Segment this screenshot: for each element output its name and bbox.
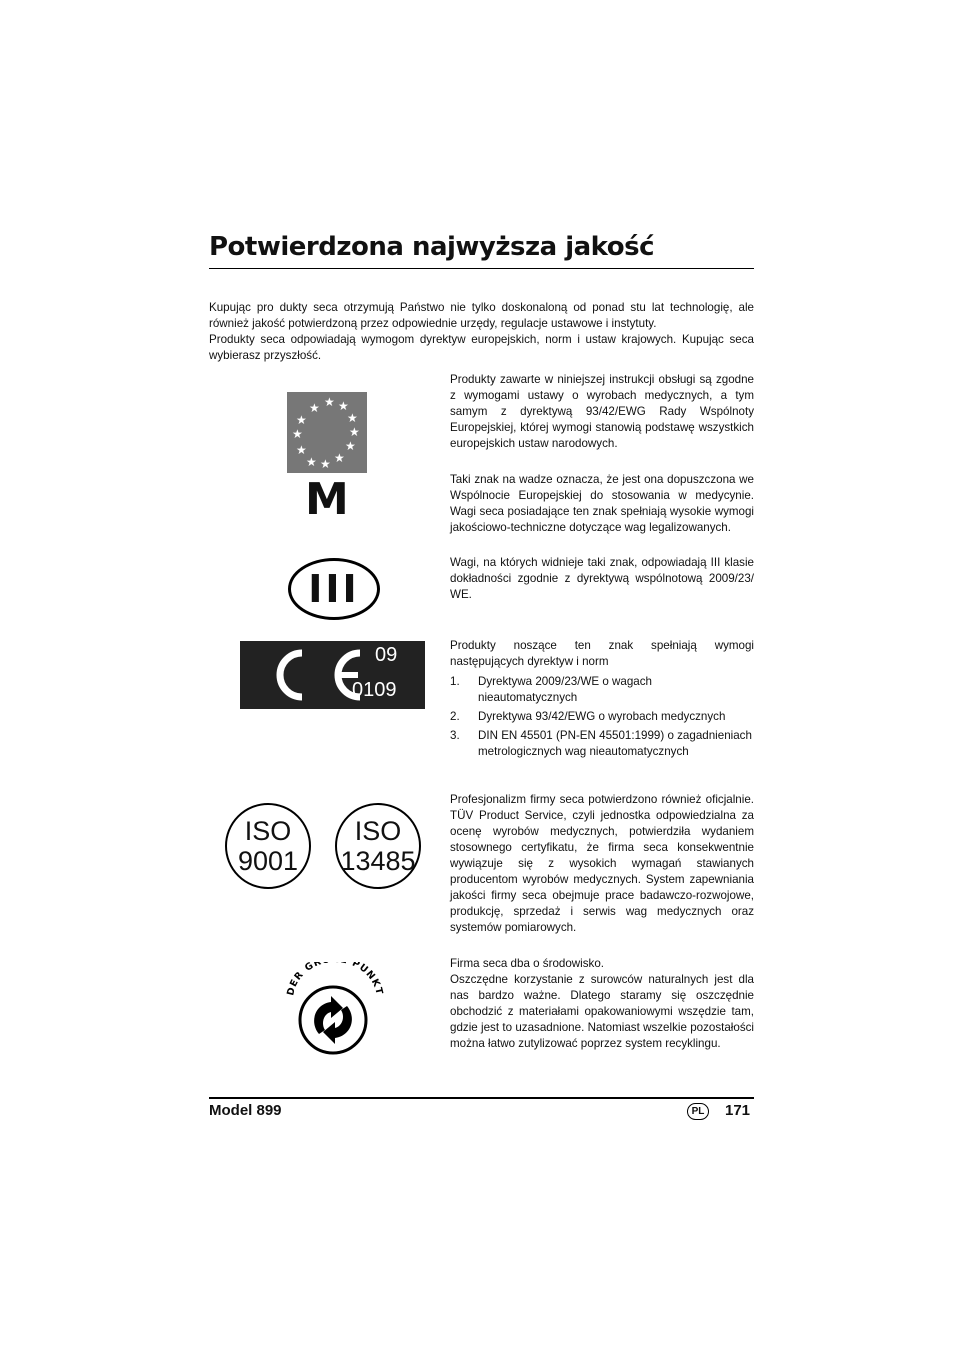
ce-number-bottom: 0109 xyxy=(352,679,397,701)
svg-text:★: ★ xyxy=(338,399,349,413)
svg-text:DER GRÜNE PUNKT: DER GR PUNKT xyxy=(285,962,385,997)
ce-intro-text: Produkty noszące ten znak spełniają wymogi następujących dyrektyw i norm xyxy=(450,639,754,668)
footer-model: Model 899 xyxy=(209,1102,282,1119)
list-item: 2. Dyrektywa 93/42/EWG o wyrobach medycznych xyxy=(450,710,726,723)
svg-text:★: ★ xyxy=(309,401,320,415)
footer-divider xyxy=(209,1097,754,1099)
ce-directive-list xyxy=(450,674,754,763)
language-badge: PL xyxy=(687,1103,709,1120)
accuracy-class-mark: III xyxy=(288,558,380,620)
class-mark-text: Wagi, na których widnieje taki znak, odpowiadają III klasie dokładności zgodnie z dyrektywą wspólnotową 2009/23/ WE. xyxy=(450,556,754,601)
metrology-m-mark: M xyxy=(305,474,348,525)
svg-text:★: ★ xyxy=(347,411,358,425)
m-mark-text: Taki znak na wadze oznacza, że jest ona dopuszczona we Wspólnocie Europejskiej do stosowania w medycynie. Wagi seca posiadające ten znak spełniają wysokie wymogi jakościowo-techniczne dotyczące wag legalizowanych. xyxy=(450,473,754,534)
svg-text:★: ★ xyxy=(349,425,360,439)
iso-9001-mark: ISO 9001 xyxy=(225,803,311,889)
intro-paragraph-1: Kupując pro dukty seca otrzymują Państwo nie tylko doskonaloną od ponad stu lat technologię, ale również jakość potwierdzoną przez odpowiednie urzędy, regulacje ustawowe i instytuty. xyxy=(209,301,754,330)
ce-number-top: 09 xyxy=(375,644,398,666)
green-dot-line-2: Oszczędne korzystanie z surowców naturalnych jest dla nas bardzo ważne. Dlatego staramy się oszczędnie obchodzić z materiałami opakowaniowymi wszędzie tam, gdzie jest to uzasadnione. Natomiast wszelkie pozostałości można łatwo zutylizować poprzez system recyklingu. xyxy=(450,973,754,1050)
green-dot-text xyxy=(450,956,754,1052)
page-title: Potwierdzona najwyższa jakość xyxy=(209,232,754,269)
svg-text:★: ★ xyxy=(345,439,356,453)
iso-text: Profesjonalizm firmy seca potwierdzono również oficjalnie. TÜV Product Service, czyli jednostka odpowiedzialna za ocenę wyrobów medycznych, potwierdziła wydaniem stosownego certyfikatu, że firma seca konsekwentnie wywiązuje się z wysokich wymagań stawianych producentom wyrobów medycznych. System zapewniania jakości firmy seca obejmuje prace badawczo-rozwojowe, produkcję, sprzedaż i serwis wag medycznych oraz systemów pomiarowych. xyxy=(450,793,754,934)
eu-flag-icon xyxy=(287,392,367,473)
list-item: 3. DIN EN 45501 (PN-EN 45501:1999) o zagadnieniach metrologicznych wag nieautomatycznych xyxy=(450,729,752,758)
svg-text:★: ★ xyxy=(292,427,303,441)
eu-conformity-text: Produkty zawarte w niniejszej instrukcji obsługi są zgodne z wymogami ustawy o wyrobach medycznych, a tym samym z dyrektywą 93/42/EWG Rady Wspólnoty Europejskiej, której wymogi stanowią podstawę wszystkich europejskich ustaw narodowych. xyxy=(450,373,754,450)
svg-text:★: ★ xyxy=(324,395,335,409)
svg-text:★: ★ xyxy=(306,455,317,469)
svg-text:★: ★ xyxy=(320,457,331,471)
page-number: 171 xyxy=(725,1102,751,1119)
ce-mark-icon xyxy=(240,641,425,709)
svg-text:★: ★ xyxy=(296,413,307,427)
green-dot-line-1: Firma seca dba o środowisko. xyxy=(450,957,605,970)
list-item: 1. Dyrektywa 2009/23/WE o wagach nieautomatycznych xyxy=(450,675,652,704)
svg-text:★: ★ xyxy=(334,451,345,465)
intro-paragraph-2: Produkty seca odpowiadają wymogom dyrektyw europejskich, norm i ustaw krajowych. Kupując seca wybierasz przyszłość. xyxy=(209,333,754,362)
svg-text:★: ★ xyxy=(296,443,307,457)
green-dot-icon xyxy=(281,962,385,1058)
intro-text xyxy=(209,300,754,364)
iso-13485-mark: ISO 13485 xyxy=(335,803,421,889)
